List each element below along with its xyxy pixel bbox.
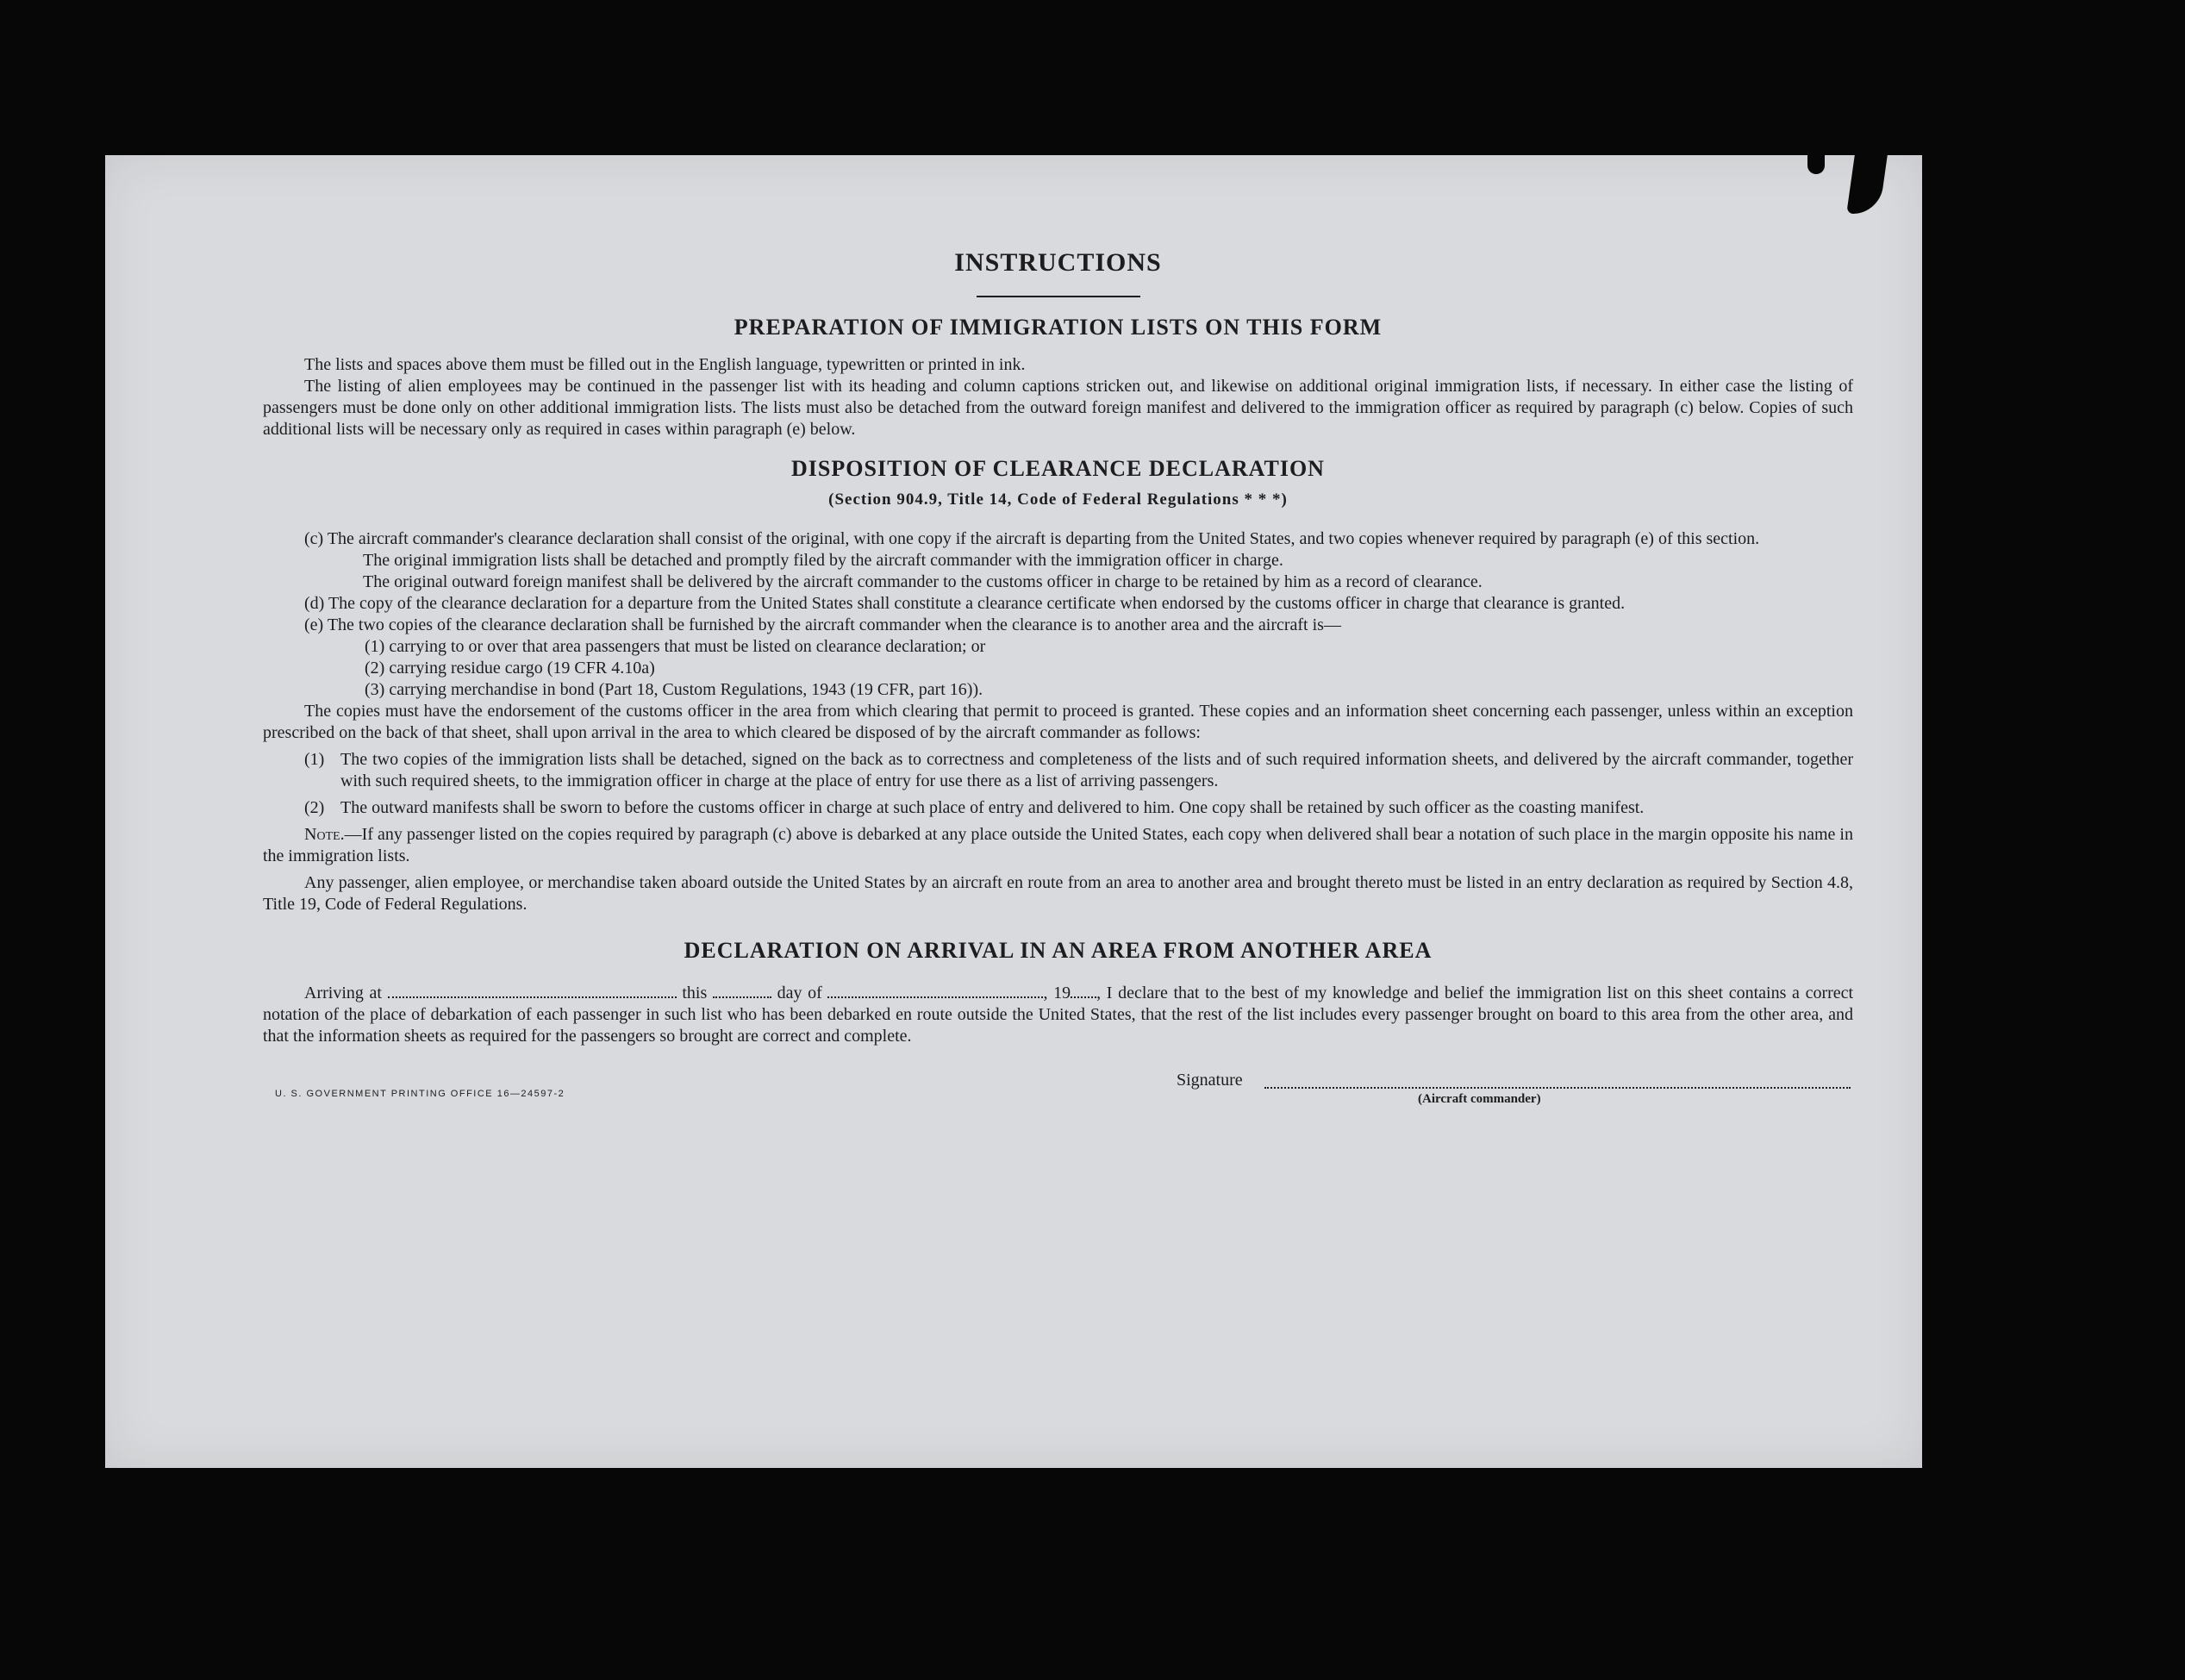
note-paragraph xyxy=(263,824,1853,867)
printer-imprint: U. S. GOVERNMENT PRINTING OFFICE 16—24597-2 xyxy=(275,1089,565,1099)
year-field[interactable] xyxy=(1071,984,1096,998)
numbered-item xyxy=(263,797,1853,819)
section-citation: (Section 904.9, Title 14, Code of Federal Regulations * * *) xyxy=(828,490,1288,509)
signature-field[interactable] xyxy=(1264,1087,1851,1089)
item-text: The outward manifests shall be sworn to before the customs officer in charge at such place of entry and delivered to him. One copy shall be retained by such officer as the coasting manifest. xyxy=(340,798,1645,817)
document-content xyxy=(263,246,1853,1121)
signature-label: Signature xyxy=(1177,1071,1243,1090)
paragraph: The lists and spaces above them must be filled out in the English language, typewritten or printed in ink. xyxy=(304,355,1026,374)
year-prefix: , 19 xyxy=(1043,984,1071,1002)
title-rule xyxy=(977,296,1140,297)
arriving-at-field[interactable] xyxy=(388,984,677,998)
list-item: (1) carrying to or over that area passengers that must be listed on clearance declaration; or xyxy=(365,637,986,656)
list-item: (2) carrying residue cargo (19 CFR 4.10a) xyxy=(365,659,655,678)
section-heading-disposition: DISPOSITION OF CLEARANCE DECLARATION xyxy=(791,456,1325,481)
paragraph-copies: The copies must have the endorsement of the customs officer in the area from which clearing that permit to proceed is granted. These copies and an information sheet concerning each passenger, unless within an exception prescribed on the back of that sheet, shall upon arrival in the area to which cleared be disposed of by the aircraft commander as follows: xyxy=(263,702,1853,742)
note-label: Note. xyxy=(304,825,345,844)
arriving-at-label: Arriving at xyxy=(304,984,382,1002)
day-of-label: day of xyxy=(777,984,822,1002)
month-field[interactable] xyxy=(827,984,1043,998)
document-title: INSTRUCTIONS xyxy=(954,248,1162,277)
paragraph-e: (e) The two copies of the clearance declaration shall be furnished by the aircraft commander when the clearance is to another area and the aircraft is— xyxy=(304,615,1341,634)
paragraph-c: (c) The aircraft commander's clearance declaration shall consist of the original, with one copy if the aircraft is departing from the United States, and two copies whenever required by paragraph (e) of this section. xyxy=(304,529,1760,548)
item-number: (1) xyxy=(304,750,325,769)
torn-edge xyxy=(1846,155,1888,214)
item-text: The two copies of the immigration lists shall be detached, signed on the back as to correctness and completeness of the lists and of such required information sheets, and delivered by the aircraft commander, together with such required sheets, to the immigration officer in charge at the place of entry for use there as a list of arriving passengers. xyxy=(340,750,1853,790)
paragraph-d: (d) The copy of the clearance declaration for a departure from the United States shall constitute a clearance certificate when endorsed by the customs officer in charge that clearance is granted. xyxy=(304,594,1626,613)
signature-caption: (Aircraft commander) xyxy=(1418,1092,1541,1106)
signature-row xyxy=(263,1070,1853,1121)
section-heading-arrival: DECLARATION ON ARRIVAL IN AN AREA FROM ANOTHER AREA xyxy=(684,938,1433,963)
note-text: —If any passenger listed on the copies required by paragraph (c) above is debarked at any place outside the United States, each copy when delivered shall bear a notation of such place in the margin opposite his name in the immigration lists. xyxy=(263,825,1853,865)
declaration-text: , I declare that to the best of my knowledge and belief the immigration list on this sheet contains a correct notation of the place of debarkation of each passenger in such list who has been debarked en route outside the United States, that the rest of the list includes every passenger brought on board to this area from the other area, and that the information sheets as required for the passengers so brought are correct and complete. xyxy=(263,984,1854,1046)
document-page xyxy=(105,155,1922,1468)
arrival-declaration xyxy=(263,983,1853,1047)
paragraph-any: Any passenger, alien employee, or merchandise taken aboard outside the United States by an aircraft en route from an area to another area and brought thereto must be listed in an entry declaration as required by Section 4.8, Title 19, Code of Federal Regulations. xyxy=(263,873,1853,914)
section-heading-preparation: PREPARATION OF IMMIGRATION LISTS ON THIS FORM xyxy=(734,315,1383,340)
this-label: this xyxy=(682,984,708,1002)
paragraph-c-1: The original immigration lists shall be detached and promptly filed by the aircraft commander with the immigration officer in charge. xyxy=(363,551,1283,570)
numbered-item xyxy=(263,749,1853,792)
item-number: (2) xyxy=(304,798,325,817)
list-item: (3) carrying merchandise in bond (Part 18, Custom Regulations, 1943 (19 CFR, part 16)). xyxy=(365,680,983,699)
torn-edge xyxy=(1807,155,1825,174)
paragraph-c-2: The original outward foreign manifest shall be delivered by the aircraft commander to the customs officer in charge to be retained by him as a record of clearance. xyxy=(363,572,1483,591)
day-field[interactable] xyxy=(713,984,771,998)
paragraph: The listing of alien employees may be continued in the passenger list with its heading and column captions stricken out, and likewise on additional original immigration lists, if necessary. In either case the listing of passengers must be done only on other additional immigration lists. The lists must also be detached from the outward foreign manifest and delivered to the immigration officer as required by paragraph (c) below. Copies of such additional lists will be necessary only as required in cases within paragraph (e) below. xyxy=(263,377,1853,439)
